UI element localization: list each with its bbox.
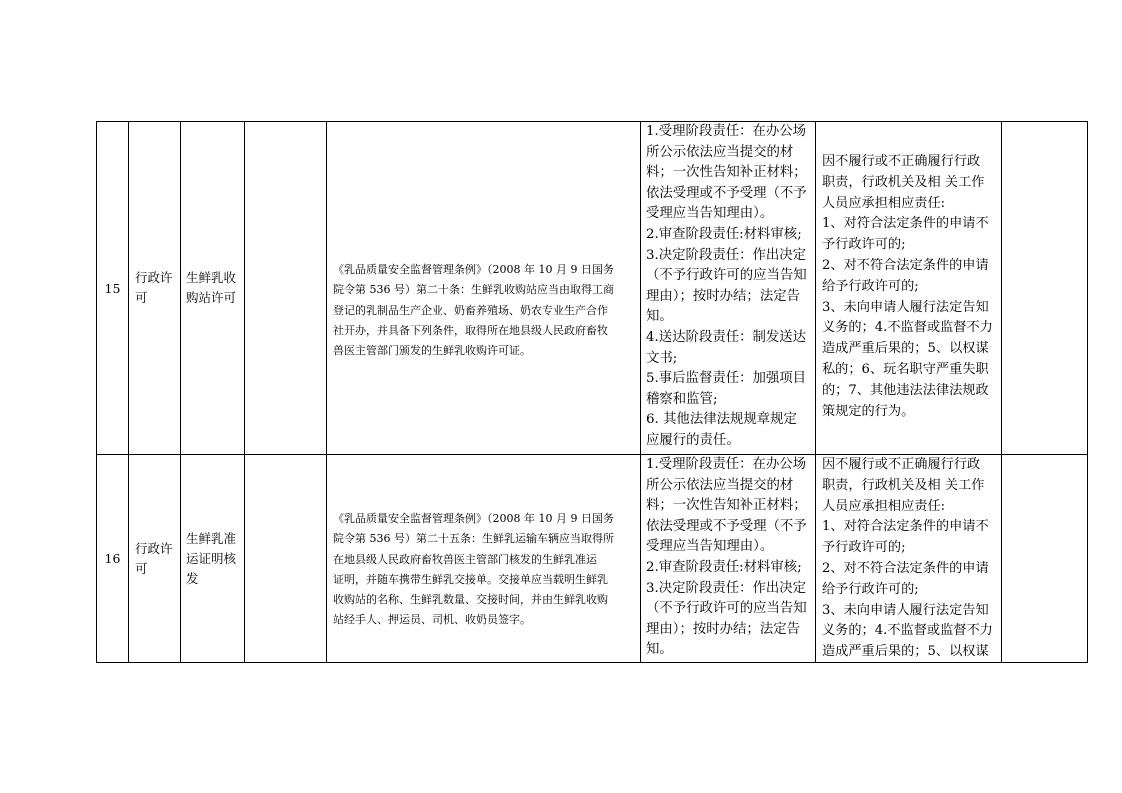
text-line: 知。 (646, 642, 673, 658)
row-number: 16 (104, 551, 121, 566)
text-line: 站经手人、押运员、司机、收奶员签字。 (333, 613, 531, 627)
text-line: 造成严重后果的；5、以权谋 (822, 644, 989, 660)
text-line: 收购站的名称、生鲜乳数量、交接时间，并由生鲜乳收购 (333, 593, 608, 607)
permit-name-cell (181, 455, 245, 663)
text-line: 3、未向申请人履行法定告知 (822, 299, 989, 315)
text-line: 兽医主管部门颁发的生鲜乳收购许可证。 (333, 344, 531, 358)
text-line: 《乳品质量安全监督管理条例》（2008 年 10 月 9 日国务 (333, 512, 614, 525)
text-line: 依法受理或不予受理（不予 (646, 518, 807, 534)
text-line: 因不履行或不正确履行行政 (822, 154, 981, 169)
text-line: 1.受理阶段责任：在办公场 (646, 457, 807, 472)
text-line: 1、对符合法定条件的申请不 (822, 519, 989, 535)
text-line: 生鲜乳收 (186, 270, 237, 285)
text-line: 因不履行或不正确履行行政 (822, 457, 981, 472)
text-line: 1、对符合法定条件的申请不 (822, 216, 989, 232)
text-line: 依法受理或不予受理（不予 (646, 185, 807, 201)
text-line: 2.审查阶段责任:材料审核; (646, 559, 802, 575)
text-line: 义务的；4.不监督或监督不力 (822, 623, 993, 639)
text-line: 给予行政许可的; (822, 581, 919, 597)
text-line: 运证明核 (186, 551, 237, 566)
text-line: 购站许可 (186, 290, 237, 305)
row-number-cell (97, 455, 129, 663)
responsibility-stages-cell (641, 455, 816, 663)
remark-cell (1002, 455, 1088, 663)
text-line: 义务的；4.不监督或监督不力 (822, 320, 993, 336)
text-line: 人员应承担相应责任: (822, 195, 946, 211)
text-line: 6. 其他法律法规规章规定 (646, 412, 797, 428)
accountability-cell (816, 122, 1002, 455)
row-number-cell (97, 122, 129, 455)
text-line: 应履行的责任。 (646, 432, 740, 448)
text-line: 职责，行政机关及相 关工作 (822, 477, 985, 493)
text-line: 5.事后监督责任：加强项目 (646, 371, 807, 387)
text-line: 职责，行政机关及相 关工作 (822, 174, 985, 190)
text-line: （不予行政许可的应当告知 (646, 601, 807, 617)
accountability-cell (816, 455, 1002, 663)
text-line: 证明，并随车携带生鲜乳交接单。交接单应当载明生鲜乳 (333, 572, 608, 586)
text-line: 文书; (646, 350, 678, 366)
text-line: 1.受理阶段责任：在办公场 (646, 124, 807, 139)
text-line: 予行政许可的; (822, 237, 906, 253)
text-line: （不予行政许可的应当告知 (646, 268, 807, 284)
text-line: 予行政许可的; (822, 540, 906, 556)
text-line: 知。 (646, 309, 673, 325)
text-line: 登记的乳制品生产企业、奶畜养殖场、奶农专业生产合作 (333, 303, 608, 317)
text-line: 2、对不符合法定条件的申请 (822, 257, 989, 273)
text-line: 人员应承担相应责任: (822, 498, 946, 514)
text-line: 行政许 (135, 541, 173, 556)
text-line: 策规定的行为。 (822, 403, 915, 419)
permit-name-cell (181, 122, 245, 455)
text-line: 可 (135, 290, 148, 305)
text-line: 社开办，并具备下列条件，取得所在地县级人民政府畜牧 (333, 323, 608, 337)
responsibility-stages-cell (641, 122, 816, 455)
remark-cell (1002, 122, 1088, 455)
text-line: 4.送达阶段责任：制发送达 (646, 329, 807, 345)
text-line: 的；7、其他违法法律法规政 (822, 382, 989, 398)
text-line: 行政许 (135, 270, 173, 285)
text-line: 私的；6、玩名职守严重失职 (822, 361, 989, 377)
text-line: 《乳品质量安全监督管理条例》（2008 年 10 月 9 日国务 (333, 263, 614, 276)
row-number: 15 (104, 281, 121, 296)
text-line: 生鲜乳准 (186, 531, 237, 546)
legal-basis-cell (327, 122, 641, 455)
text-line: 所公示依法应当提交的材 (646, 477, 794, 493)
permit-category-cell (129, 122, 181, 455)
text-line: 在地县级人民政府畜牧兽医主管部门核发的生鲜乳准运 (333, 552, 597, 566)
text-line: 给予行政许可的; (822, 278, 919, 294)
text-line: 发 (186, 571, 199, 586)
text-line: 可 (135, 561, 148, 576)
text-line: 3.决定阶段责任：作出决定 (646, 247, 807, 263)
blank-cell (245, 455, 327, 663)
text-line: 理由）；按时办结；法定告 (646, 621, 800, 637)
text-line: 院令第 536 号）第二十五条：生鲜乳运输车辆应当取得所 (333, 532, 614, 546)
text-line: 料；一次性告知补正材料； (646, 165, 807, 181)
text-line: 理由）；按时办结；法定告 (646, 288, 800, 304)
text-line: 2、对不符合法定条件的申请 (822, 560, 989, 576)
text-line: 2.审查阶段责任:材料审核; (646, 226, 802, 242)
text-line: 料；一次性告知补正材料； (646, 498, 807, 514)
permit-category-cell (129, 455, 181, 663)
text-line: 3、未向申请人履行法定告知 (822, 602, 989, 618)
text-line: 造成严重后果的；5、以权谋 (822, 341, 989, 357)
text-line: 院令第 536 号）第二十条：生鲜乳收购站应当由取得工商 (333, 283, 614, 297)
text-line: 受理应当告知理由）。 (646, 206, 774, 222)
permit-table (96, 121, 1088, 663)
text-line: 3.决定阶段责任：作出决定 (646, 580, 807, 596)
blank-cell (245, 122, 327, 455)
legal-basis-cell (327, 455, 641, 663)
text-line: 所公示依法应当提交的材 (646, 144, 794, 160)
text-line: 受理应当告知理由）。 (646, 539, 774, 555)
text-line: 稽察和监管; (646, 391, 718, 407)
